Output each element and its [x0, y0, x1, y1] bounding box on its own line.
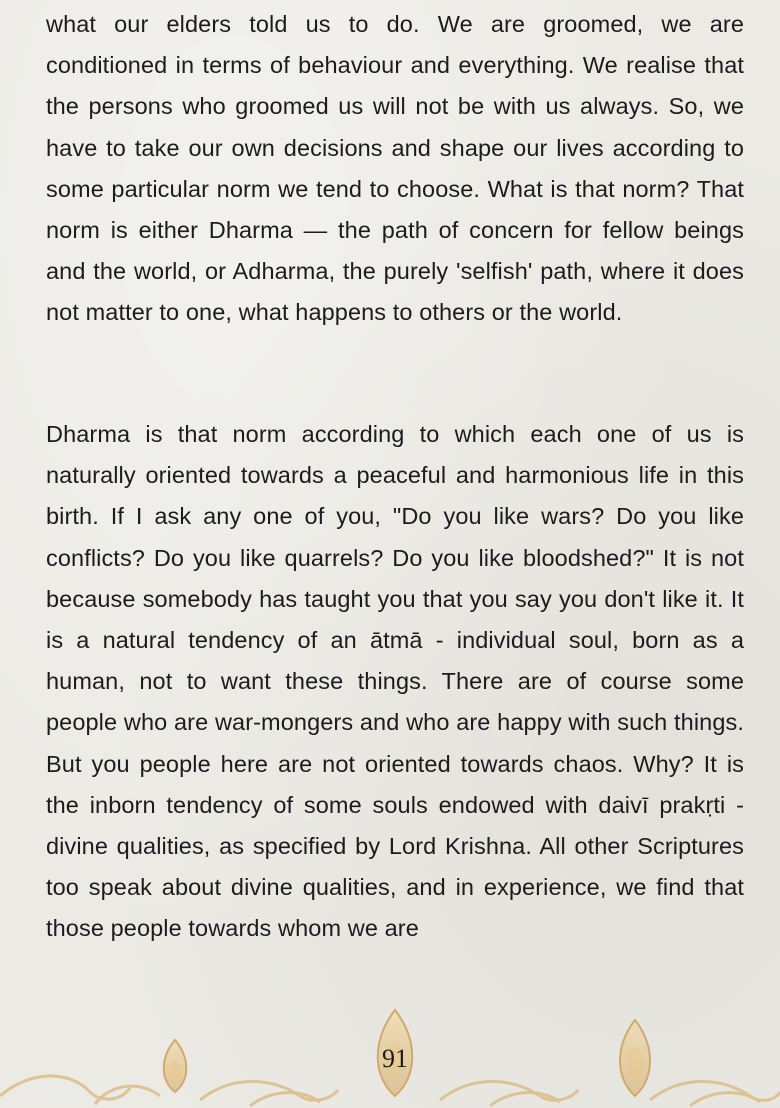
- paragraph-text: what our elders told us to do. We are groomed, we are conditioned in terms of behaviour and everything. We realise that the persons who groomed us will not be with us always. So, we have to take our own decisions and shape our lives according to some particular norm we tend to choose. What is that norm? That norm is either Dharma — the path of concern for fellow beings and the world, or Adharma, the purely 'selfish' path, where it does not matter to one, what happens to others or the world.: [46, 11, 744, 326]
- page-number: 91: [382, 1044, 408, 1073]
- paragraph-1: [46, 4, 744, 334]
- paragraph-2: [46, 414, 744, 950]
- paragraph-text: Dharma is that norm according to which each one of us is naturally oriented towards a peaceful and harmonious life in this birth. If I ask any one of you, "Do you like wars? Do you like conflicts? Do you like quarrels? Do you like bloodshed?" It is not because somebody has taught you that you say you don't like it. It is a natural tendency of an ātmā - individual soul, born as a human, not to want these things. There are of course some people who are war-mongers and who are happy with such things. But you people here are not oriented towards chaos. Why? It is the inborn tendency of some souls endowed with daivī prakṛti - divine qualities, as specified by Lord Krishna. All other Scriptures too speak about divine qualities, and in experience, we find that those people towards whom we are: [46, 421, 744, 942]
